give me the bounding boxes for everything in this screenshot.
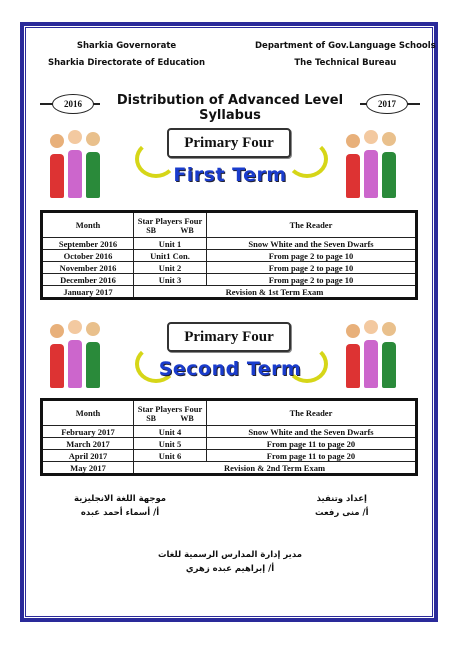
bureau-label: The Technical Bureau (294, 58, 397, 68)
reader-cell: From page 11 to page 20 (207, 438, 417, 450)
director-name: أ/ إبراهيم عبده زهري (185, 564, 275, 574)
sb-label: SB (146, 413, 156, 423)
table-row (42, 238, 417, 250)
table-row (42, 274, 417, 286)
star-players-header (134, 212, 207, 238)
month-cell: November 2016 (42, 262, 134, 274)
reader-cell: From page 2 to page 10 (207, 274, 417, 286)
children-illustration-left-2 (44, 318, 108, 388)
exam-cell: Revision & 1st Term Exam (134, 286, 417, 299)
prepared-by-title: إعداد وتنفيذ (316, 494, 367, 504)
month-header: Month (42, 400, 134, 426)
directorate-label: Sharkia Directorate of Education (48, 58, 206, 68)
term2-title: Second Term (158, 358, 302, 380)
director-title: مدير إدارة المدارس الرسمية للغات (157, 550, 303, 560)
month-cell: December 2016 (42, 274, 134, 286)
unit-cell: Unit 6 (134, 450, 207, 462)
exam-cell: Revision & 2nd Term Exam (134, 462, 417, 475)
table-row (42, 462, 417, 475)
month-cell: April 2017 (42, 450, 134, 462)
grade-box-term1: Primary Four (167, 128, 291, 158)
reader-cell: Snow White and the Seven Dwarfs (207, 426, 417, 438)
wb-label: WB (180, 225, 194, 235)
month-cell: May 2017 (42, 462, 134, 475)
unit-cell: Unit 5 (134, 438, 207, 450)
reader-header: The Reader (207, 212, 417, 238)
reader-cell: From page 2 to page 10 (207, 250, 417, 262)
term2-table (40, 398, 418, 476)
unit-cell: Unit1 Con. (134, 250, 207, 262)
footer-right (315, 492, 369, 520)
title-bar (40, 92, 420, 123)
reader-cell: From page 11 to page 20 (207, 450, 417, 462)
table-row (42, 250, 417, 262)
term1-table (40, 210, 418, 300)
month-cell: September 2016 (42, 238, 134, 250)
unit-cell: Unit 3 (134, 274, 207, 286)
year-start-badge: 2016 (52, 94, 94, 114)
children-illustration-right (342, 128, 406, 198)
table-row (42, 438, 417, 450)
prepared-by-name: أ/ منى رفعت (315, 508, 369, 518)
term1-title: First Term (173, 164, 287, 186)
table-row (42, 262, 417, 274)
children-illustration-right-2 (342, 318, 406, 388)
month-cell: February 2017 (42, 426, 134, 438)
reader-cell: From page 2 to page 10 (207, 262, 417, 274)
department-label: Department of Gov.Language Schools (255, 41, 436, 51)
document-title: Distribution of Advanced Level Syllabus (100, 93, 360, 123)
month-cell: January 2017 (42, 286, 134, 299)
table-header-row (42, 212, 417, 238)
sb-label: SB (146, 225, 156, 235)
table-row (42, 450, 417, 462)
month-header: Month (42, 212, 134, 238)
unit-cell: Unit 4 (134, 426, 207, 438)
grade-box-term2: Primary Four (167, 322, 291, 352)
governorate-label: Sharkia Governorate (76, 41, 177, 51)
unit-cell: Unit 2 (134, 262, 207, 274)
supervisor-title: موجهة اللغة الانجليزية (74, 494, 167, 504)
wb-label: WB (180, 413, 194, 423)
year-end-badge: 2017 (366, 94, 408, 114)
reader-cell: Snow White and the Seven Dwarfs (207, 238, 417, 250)
star-players-label: Star Players Four (137, 403, 203, 414)
month-cell: March 2017 (42, 438, 134, 450)
supervisor-name: أ/ أسماء أحمد عبده (80, 508, 160, 518)
footer-bottom (145, 548, 315, 576)
month-cell: October 2016 (42, 250, 134, 262)
table-row (42, 426, 417, 438)
table-row (42, 286, 417, 299)
children-illustration-left (44, 128, 108, 198)
star-players-header (134, 400, 207, 426)
footer-left (74, 492, 166, 520)
star-players-label: Star Players Four (137, 215, 203, 226)
reader-header: The Reader (207, 400, 417, 426)
table-header-row (42, 400, 417, 426)
unit-cell: Unit 1 (134, 238, 207, 250)
header-right (255, 38, 436, 72)
header-left (48, 38, 205, 72)
